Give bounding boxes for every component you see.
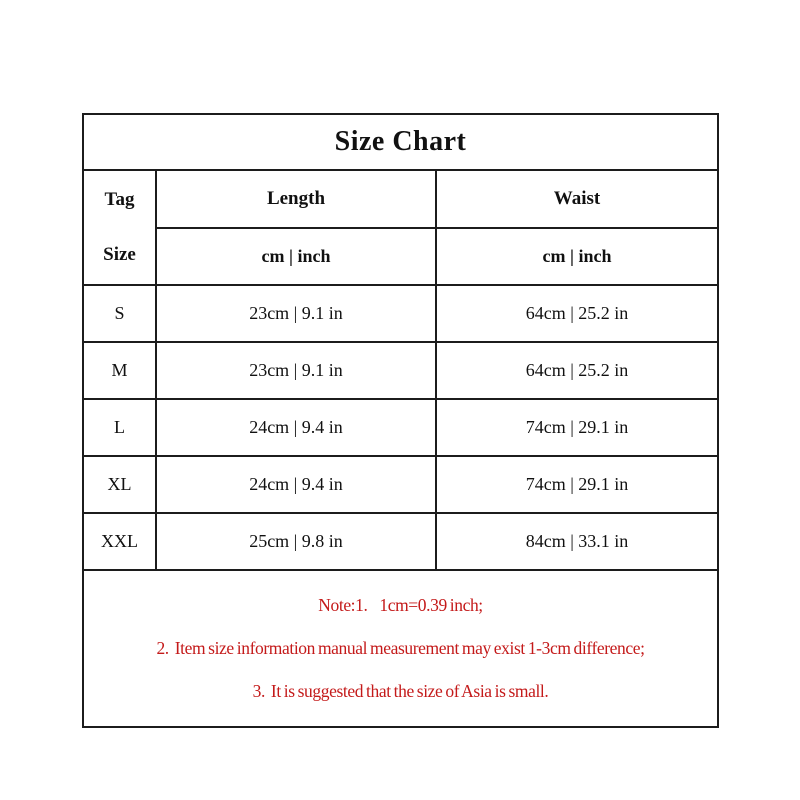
tag-size-line1: Tag — [104, 188, 135, 210]
length-value: 24cm | 9.4 in — [156, 456, 436, 513]
waist-value: 64cm | 25.2 in — [436, 342, 718, 399]
tag-size-header — [83, 170, 156, 285]
waist-column-header: Waist — [436, 170, 718, 228]
length-value: 25cm | 9.8 in — [156, 513, 436, 570]
waist-value: 74cm | 29.1 in — [436, 456, 718, 513]
length-value: 24cm | 9.4 in — [156, 399, 436, 456]
column-header-row — [83, 170, 718, 228]
table-row-m — [83, 342, 718, 399]
tag-size-line2: Size — [103, 244, 136, 266]
waist-value: 64cm | 25.2 in — [436, 285, 718, 342]
note-line-3: 3. It is suggested that the size of Asia is small. — [252, 681, 549, 701]
size-label: XL — [83, 456, 156, 513]
table-row-l — [83, 399, 718, 456]
table-row-xl — [83, 456, 718, 513]
table-row-s — [83, 285, 718, 342]
size-label: L — [83, 399, 156, 456]
length-value: 23cm | 9.1 in — [156, 285, 436, 342]
tag-size-stack — [84, 172, 155, 283]
note-line-2: 2. Item size information manual measurement may exist 1-3cm difference; — [156, 638, 645, 658]
note-line-1: Note:1. 1cm=0.39 inch; — [318, 595, 483, 615]
size-label: XXL — [83, 513, 156, 570]
length-unit-header: cm | inch — [156, 228, 436, 285]
waist-unit-header: cm | inch — [436, 228, 718, 285]
length-column-header: Length — [156, 170, 436, 228]
size-label: S — [83, 285, 156, 342]
title-row — [83, 114, 718, 170]
waist-value: 74cm | 29.1 in — [436, 399, 718, 456]
chart-title: Size Chart — [83, 114, 718, 170]
notes-section — [83, 570, 718, 727]
table-row-xxl — [83, 513, 718, 570]
length-value: 23cm | 9.1 in — [156, 342, 436, 399]
unit-header-row — [83, 228, 718, 285]
size-chart-table — [82, 113, 719, 728]
notes-row — [83, 570, 718, 727]
size-label: M — [83, 342, 156, 399]
waist-value: 84cm | 33.1 in — [436, 513, 718, 570]
